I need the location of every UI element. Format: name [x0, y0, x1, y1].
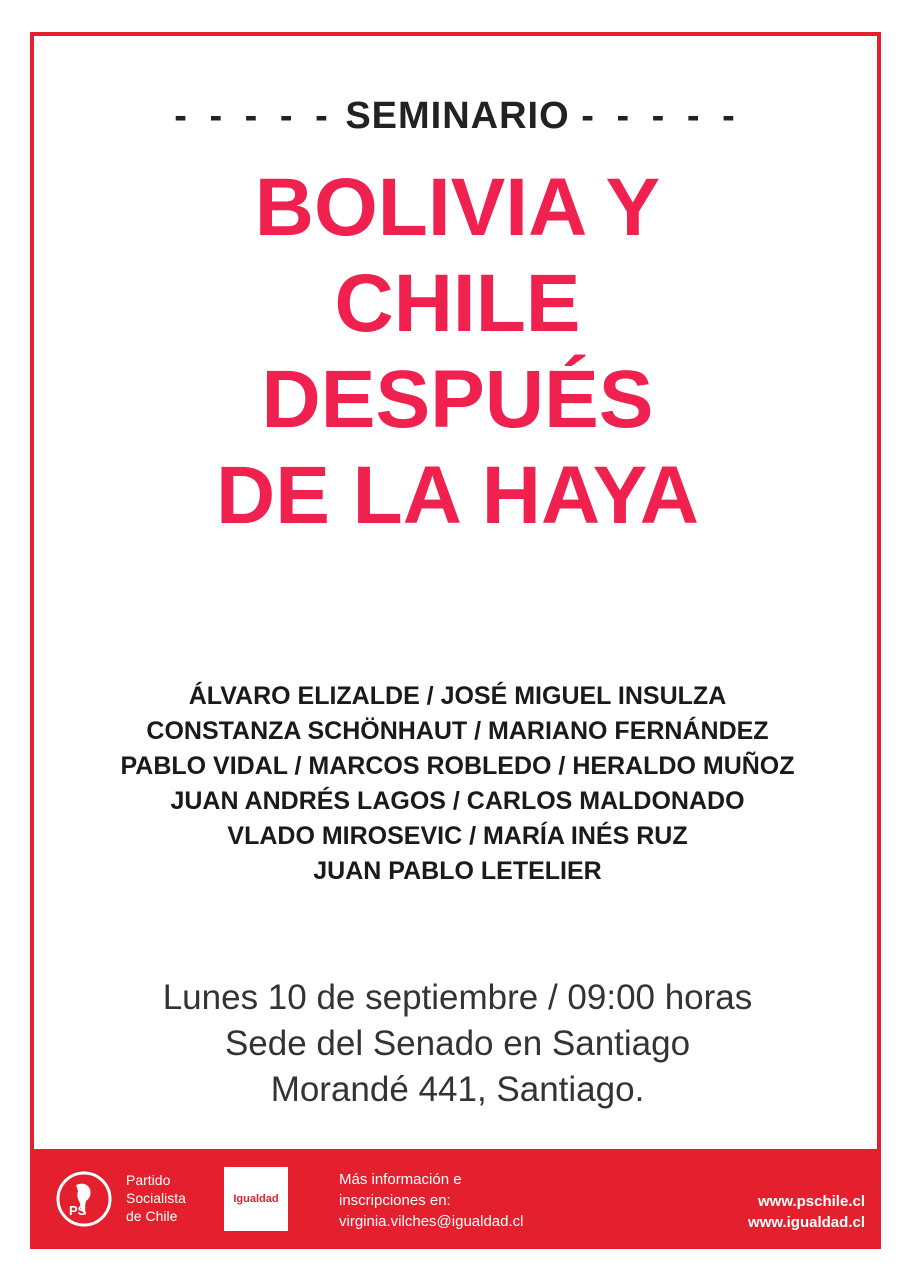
poster-title — [0, 160, 915, 544]
speaker-line: VLADO MIROSEVIC / MARÍA INÉS RUZ — [227, 822, 688, 850]
speaker-list — [0, 679, 915, 889]
ps-name-line: de Chile — [126, 1208, 178, 1224]
title-line: CHILE — [334, 258, 581, 349]
speaker-line: JUAN PABLO LETELIER — [313, 857, 602, 885]
ps-logo-letter-p: PS — [69, 1203, 87, 1218]
kicker-dashes-right: - - - - - — [581, 95, 741, 137]
event-date-time: Lunes 10 de septiembre / 09:00 horas — [162, 978, 753, 1017]
igualdad-logo — [224, 1167, 288, 1231]
kicker-dashes-left: - - - - - — [174, 95, 334, 137]
info-text — [339, 1169, 523, 1232]
ps-name-line: Socialista — [126, 1190, 186, 1206]
ps-party-name — [126, 1171, 186, 1225]
seminar-kicker — [0, 95, 915, 138]
contact-email-link[interactable]: virginia.vilches@igualdad.cl — [339, 1213, 524, 1230]
title-line: DE LA HAYA — [215, 450, 700, 541]
ps-party-logo-icon — [56, 1171, 112, 1227]
website-links — [748, 1191, 865, 1233]
speaker-line: ÁLVARO ELIZALDE / JOSÉ MIGUEL INSULZA — [188, 682, 727, 710]
event-venue: Sede del Senado en Santiago — [224, 1024, 691, 1063]
title-line: BOLIVIA Y — [254, 162, 661, 253]
footer-bar — [30, 1149, 881, 1249]
info-line: Más información e — [339, 1171, 462, 1188]
ps-name-line: Partido — [126, 1172, 171, 1188]
speaker-line: JUAN ANDRÉS LAGOS / CARLOS MALDONADO — [170, 787, 745, 815]
website-link-igualdad[interactable]: www.igualdad.cl — [748, 1214, 865, 1231]
title-line: DESPUÉS — [261, 354, 654, 445]
kicker-label: SEMINARIO — [345, 95, 570, 137]
speaker-line: PABLO VIDAL / MARCOS ROBLEDO / HERALDO MUÑOZ — [120, 752, 795, 780]
speaker-line: CONSTANZA SCHÖNHAUT / MARIANO FERNÁNDEZ — [146, 717, 769, 745]
event-address: Morandé 441, Santiago. — [270, 1070, 645, 1109]
igualdad-logo-text: Igualdad — [233, 1193, 279, 1205]
website-link-pschile[interactable]: www.pschile.cl — [758, 1193, 865, 1210]
event-details — [0, 975, 915, 1113]
info-line: inscripciones en: — [339, 1192, 451, 1209]
